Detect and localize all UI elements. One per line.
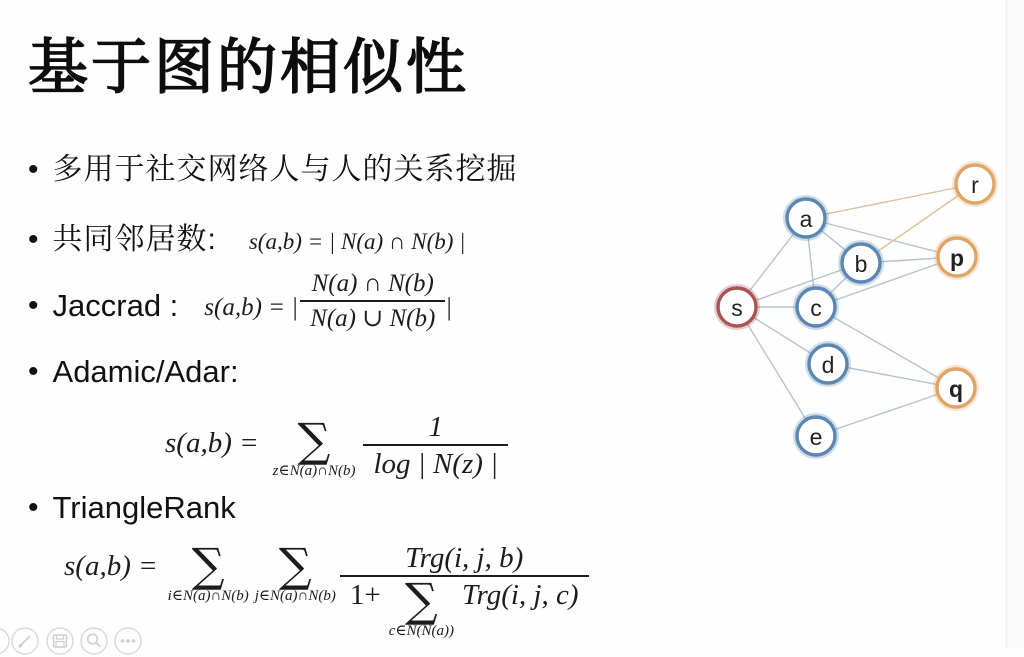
jaccard-fraction <box>300 268 445 335</box>
slide-edge-band <box>1007 0 1024 648</box>
graph-node-s <box>716 286 759 329</box>
trianglerank-fraction <box>340 541 589 640</box>
node-label: b <box>854 251 868 277</box>
graph-node-r <box>954 163 997 206</box>
formula-trianglerank <box>64 535 589 640</box>
graph-edge-a-p <box>806 218 957 257</box>
adamic-fraction <box>363 410 508 481</box>
trianglerank-den-sum <box>388 573 454 640</box>
graph-node-p <box>936 236 979 279</box>
bullet-3-label: Jaccrad : <box>52 288 179 323</box>
trianglerank-denominator <box>340 575 589 640</box>
bullet-5-label: TriangleRank <box>52 490 236 525</box>
bullet-item-3 <box>28 268 452 335</box>
graph-node-c <box>795 286 838 329</box>
sigma-symbol: ∑ <box>278 538 312 592</box>
adamic-numerator: 1 <box>428 411 444 443</box>
sigma-symbol: ∑ <box>191 538 225 592</box>
slide-edge-seam <box>1006 0 1007 648</box>
node-label: r <box>971 172 979 198</box>
bullet-dot: • <box>28 491 39 524</box>
sigma-symbol: ∑ <box>404 573 438 627</box>
bullet-1-text: 多用于社交网络人与人的关系挖掘 <box>52 153 518 186</box>
node-label: c <box>810 295 822 321</box>
node-label: p <box>949 245 965 271</box>
bullet-2-label: 共同邻居数: <box>52 223 217 256</box>
trianglerank-sum-2 <box>254 538 336 605</box>
toolbar <box>0 627 162 657</box>
trianglerank-sum-2-subscript: j∈N(a)∩N(b) <box>254 588 336 604</box>
trianglerank-sum-1 <box>167 538 249 605</box>
partial-icon[interactable] <box>0 628 9 654</box>
more-icon[interactable] <box>115 628 141 654</box>
search-icon[interactable] <box>81 628 107 654</box>
pencil-icon[interactable] <box>12 628 38 654</box>
sigma-symbol: ∑ <box>297 413 331 467</box>
node-label: d <box>821 352 835 378</box>
jaccard-close-bar: | <box>445 294 453 321</box>
graph-node-e <box>795 415 838 458</box>
formula-adamic-adar <box>165 408 508 481</box>
bullet-dot: • <box>28 223 39 256</box>
jaccard-lhs: s(a,b) = | <box>204 294 299 321</box>
adamic-sum-subscript: z∈N(a)∩N(b) <box>272 463 356 479</box>
formula-common-neighbors: s(a,b) = | N(a) ∩ N(b) | <box>248 229 466 254</box>
trianglerank-sum-1-subscript: i∈N(a)∩N(b) <box>167 588 249 604</box>
adamic-lhs: s(a,b) = <box>165 427 259 459</box>
node-label: e <box>809 424 823 450</box>
bullet-item-2 <box>28 222 465 258</box>
trianglerank-numerator: Trg(i, j, b) <box>405 542 524 574</box>
page-title: 基于图的相似性 <box>28 34 469 101</box>
bullet-dot: • <box>28 355 39 388</box>
graph-canvas <box>690 150 1024 470</box>
bullet-dot: • <box>28 289 39 322</box>
node-label: a <box>799 206 813 232</box>
bullet-4-label: Adamic/Adar: <box>52 354 239 389</box>
trianglerank-lhs: s(a,b) = <box>64 550 158 582</box>
adamic-denominator: log | N(z) | <box>363 444 508 481</box>
bullet-dot: • <box>28 153 39 186</box>
graph-node-a <box>785 197 828 240</box>
jaccard-denominator: N(a) ∪ N(b) <box>300 300 445 335</box>
jaccard-numerator: N(a) ∩ N(b) <box>311 270 434 297</box>
bullet-item-4 <box>28 354 239 390</box>
node-label: q <box>948 376 964 402</box>
graph-node-b <box>840 242 883 285</box>
trianglerank-den-prefix: 1+ <box>349 579 381 611</box>
bullet-item-5 <box>28 490 236 526</box>
node-label: s <box>731 295 743 321</box>
graph-node-q <box>935 367 978 410</box>
adamic-sum <box>272 413 356 480</box>
trianglerank-den-sum-subscript: c∈N(N(a)) <box>388 623 454 639</box>
trianglerank-den-term: Trg(i, j, c) <box>461 579 579 611</box>
save-icon[interactable] <box>47 628 73 654</box>
bullet-item-1 <box>28 152 518 188</box>
graph-node-d <box>807 343 850 386</box>
